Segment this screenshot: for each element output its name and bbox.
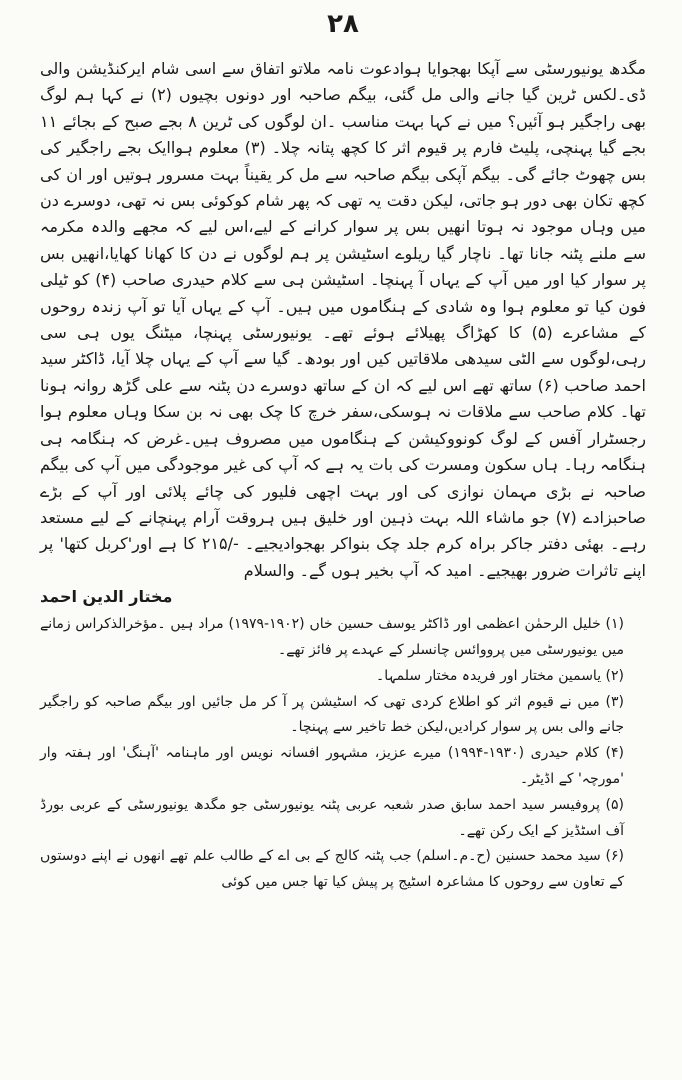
footnote-6: (۶) سید محمد حسنین (ح۔م۔اسلم) جب پٹنہ کالج کے بی اے کے طالب علم تھے انھوں نے اپنے دوستوں کے تعاون سے روحوں کا مشاعرہ اسٹیج پر پیش کیا تھا جس میں کوئی — [40, 848, 624, 891]
page-number: ۲۸ — [327, 9, 359, 39]
footnote-5: (۵) پروفیسر سید احمد سابق صدر شعبہ عربی پٹنہ یونیورسٹی جو مگدھ یونیورسٹی کے عربی بورڈ آف اسٹڈیز کے ایک رکن تھے۔ — [40, 796, 624, 839]
letter-body — [40, 56, 646, 584]
signature: مختار الدین احمد — [40, 587, 173, 607]
letter-paragraph: مگدھ یونیورسٹی سے آپکا بھجوایا ہوادعوت نامہ ملاتو اتفاق سے اسی شام ایرکنڈیشن والی ڈی۔لکس ٹرین گیا جانے والی مل گئی، بیگم صاحبہ اور دونوں بچیوں (۲) نے کہا ہم لوگ بھی راجگیر ہو آئیں؟ میں نے کہا بہت مناسب ۔ان لوگوں کی ٹرین ۸ بجے صبح کے بجائے ۱۱ بجے گیا پہنچی، پلیٹ فارم پر قیوم اثر کا کچھ پتانہ چلا۔ (۳) معلوم ہواایک بجے راجگیر کی بس چھوٹ جائے گی۔ بیگم آپکی بیگم صاحبہ سے مل کر یقیناً بہت مسرور ہوتیں اور ان کی کچھ تکان بھی دور ہو جاتی، لیکن دقت یہ تھی کہ پھر شام کوکوئی بس نہ تھی، دوسرے دن میں وہاں موجود نہ ہوتا انھیں بس پر سوار کرانے کے لیے،اس لیے کہ مجھے والدہ مکرمہ سے ملنے پٹنہ جانا تھا۔ ناچار گیا ریلوے اسٹیشن پر ہم لوگوں نے دن کا کھانا کھایا،انھیں بس پر سوار کیا اور میں آپ کے یہاں آ پہنچا۔ اسٹیشن ہی سے کلام حیدری صاحب (۴) کو ٹیلی فون کیا تو معلوم ہوا وہ شادی کے ہنگاموں میں ہیں۔ آپ کے یہاں آیا تو آپ زندہ روحوں کے مشاعرے (۵) کا کھڑاگ پھیلائے ہوئے تھے۔ یونیورسٹی پہنچا، میٹنگ یوں ہی سی رہی،لوگوں سے الٹی سیدھی ملاقاتیں کیں اور بودھ۔ گیا سے آپ کے یہاں چلا آیا، ڈاکٹر سید احمد صاحب (۶) ساتھ تھے اس لیے کہ ان کے ساتھ دوسرے دن پٹنہ سے علی گڑھ روانہ ہونا تھا۔ کلام صاحب سے ملاقات نہ ہوسکی،سفر خرچ کا چک بھی نہ بن سکا وہاں معلوم ہوا رجسٹرار آفس کے لوگ کونووکیشن کے ہنگاموں میں مصروف ہیں۔غرض کہ ہنگامہ ہی ہنگامہ رہا۔ ہاں سکون ومسرت کی بات یہ ہے کہ آپ کی غیر موجودگی میں آپ کی بیگم صاحبہ نے بڑی مہمان نوازی کی اور بہت اچھی فلیور کی چائے پلائی اور آپ کے بڑے صاحبزادے (۷) جو ماشاء اللہ بہت ذہین اور خلیق ہیں ہروقت آرام پہنچانے کے لیے مستعد رہے۔ بھئی دفتر جاکر براہ کرم جلد چک بنواکر بھجوادیجیے۔ -/۲۱۵ کا ہے اور'کربل کتھا' پر اپنے تاثرات ضرور بھیجیے۔ امید کہ آپ بخیر ہوں گے۔ والسلام — [40, 59, 647, 580]
footnote-4: (۴) کلام حیدری (۱۹۳۰-۱۹۹۴) میرے عزیز، مشہور افسانہ نویس اور ماہنامہ 'آہنگ' اور ہفتہ وار 'مورچہ' کے اڈیٹر۔ — [40, 745, 624, 787]
footnotes — [40, 612, 646, 896]
footnote-3: (۳) میں نے قیوم اثر کو اطلاع کردی تھی کہ اسٹیشن پر آ کر مل جائیں اور بیگم صاحبہ کو راجگیر جانے والی بس پر سوار کرادیں،لیکن خط تاخیر سے پہنچا۔ — [40, 693, 624, 736]
footnote-1: (۱) خلیل الرحمٰن اعظمی اور ڈاکٹر یوسف حسین خاں (۱۹۰۲-۱۹۷۹) مراد ہیں ۔مؤخرالذکراس زمانے میں یونیورسٹی میں پرووائس چانسلر کے عہدے پر فائز تھے۔ — [40, 616, 624, 658]
footnote-2: (۲) یاسمین مختار اور فریدہ مختار سلمہا۔ — [375, 667, 624, 684]
letter-closing — [40, 584, 646, 610]
